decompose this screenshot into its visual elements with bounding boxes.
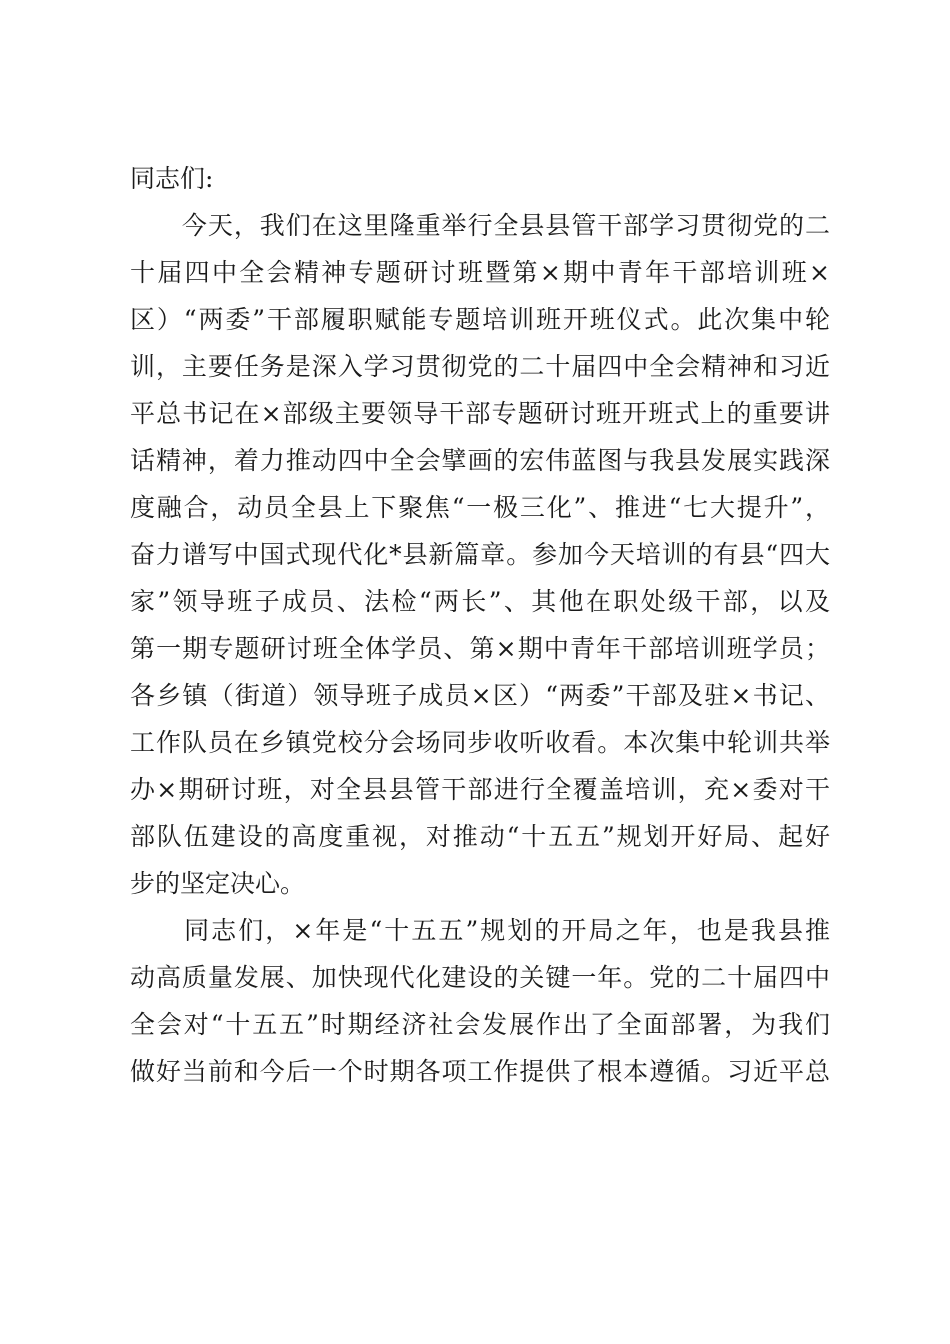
paragraph-1 [130, 202, 830, 907]
paragraph-line: 做好当前和今后一个时期各项工作提供了根本遵循。习近平总 [130, 1057, 830, 1086]
paragraph-line: 同志们，×年是“十五五”规划的开局之年，也是我县推 [130, 916, 830, 945]
salutation: 同志们: [130, 164, 214, 193]
paragraph-line: 全会对“十五五”时期经济社会发展作出了全面部署，为我们 [130, 1010, 830, 1039]
paragraph-line: 训，主要任务是深入学习贯彻党的二十届四中全会精神和习近 [130, 352, 830, 381]
paragraph-line: 十届四中全会精神专题研讨班暨第×期中青年干部培训班× [130, 258, 830, 287]
paragraph-line: 今天，我们在这里隆重举行全县县管干部学习贯彻党的二 [130, 211, 830, 240]
paragraph-line: 各乡镇（街道）领导班子成员×区）“两委”干部及驻×书记、 [130, 681, 830, 710]
document-body [130, 155, 830, 1095]
paragraph-line: 动高质量发展、加快现代化建设的关键一年。党的二十届四中 [130, 963, 830, 992]
paragraph-line: 办×期研讨班，对全县县管干部进行全覆盖培训，充×委对干 [130, 775, 830, 804]
paragraph-line: 话精神，着力推动四中全会擘画的宏伟蓝图与我县发展实践深 [130, 446, 830, 475]
paragraph-2 [130, 907, 830, 1095]
paragraph-line: 奋力谱写中国式现代化*县新篇章。参加今天培训的有县“四大 [130, 540, 830, 569]
paragraph-line: 区）“两委”干部履职赋能专题培训班开班仪式。此次集中轮 [130, 305, 830, 334]
paragraph-line: 步的坚定决心。 [130, 869, 306, 898]
paragraph-line: 第一期专题研讨班全体学员、第×期中青年干部培训班学员； [130, 634, 830, 663]
paragraph-line: 家”领导班子成员、法检“两长”、其他在职处级干部，以及 [130, 587, 830, 616]
paragraph-line: 平总书记在×部级主要领导干部专题研讨班开班式上的重要讲 [130, 399, 830, 428]
paragraph-line: 度融合，动员全县上下聚焦“一极三化”、推进“七大提升”， [130, 493, 830, 522]
paragraph-line: 工作队员在乡镇党校分会场同步收听收看。本次集中轮训共举 [130, 728, 830, 757]
paragraph-line: 部队伍建设的高度重视，对推动“十五五”规划开好局、起好 [130, 822, 830, 851]
